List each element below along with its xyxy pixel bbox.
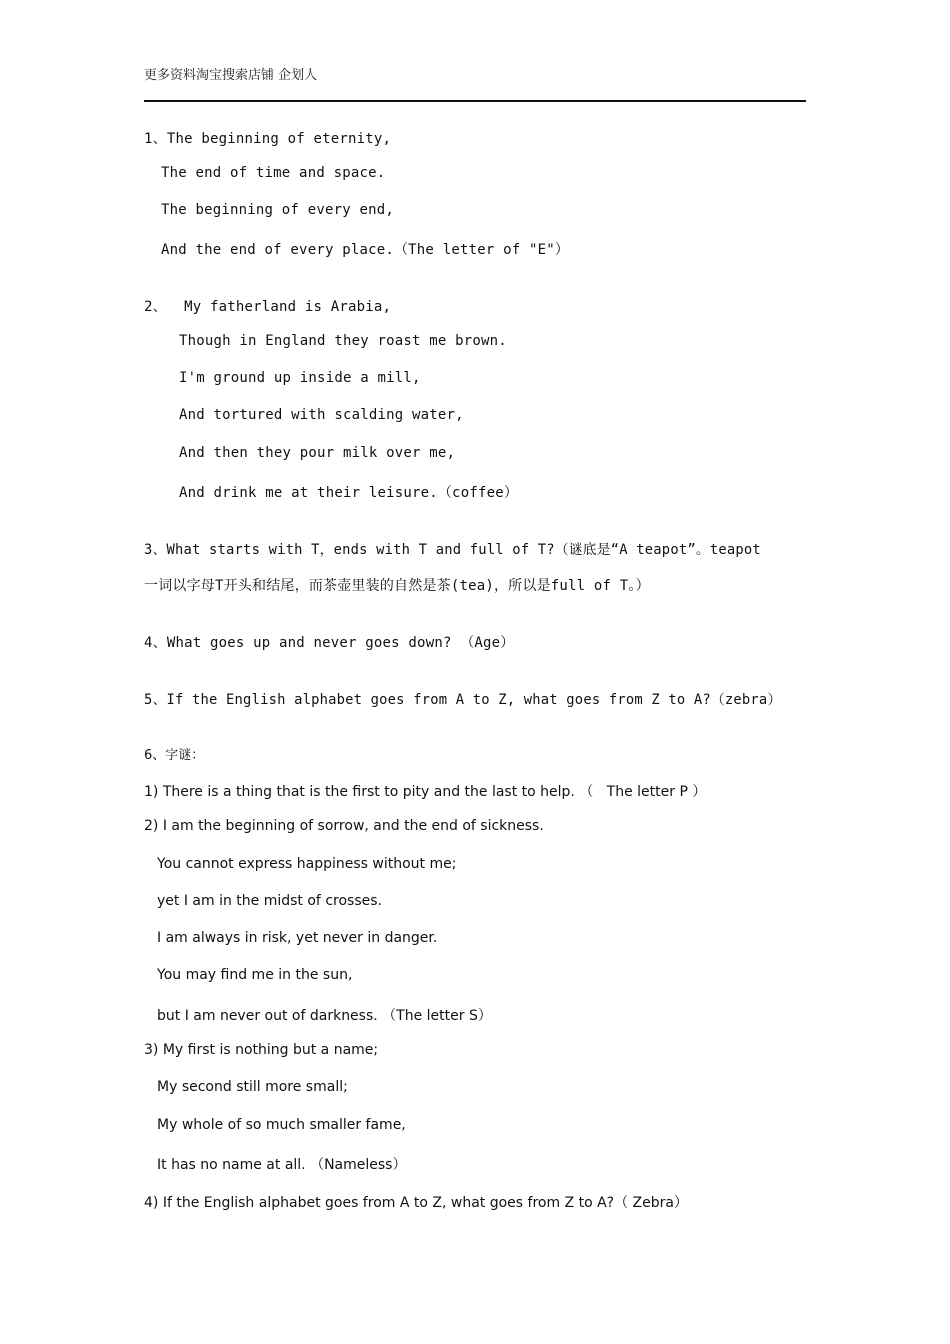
- riddle-1-line: The beginning of every end,: [161, 202, 394, 218]
- header-divider: [144, 100, 806, 102]
- riddle-1-line: And the end of every place.（The letter of "E"）: [161, 242, 570, 258]
- riddle-2-line: I'm ground up inside a mill,: [179, 370, 421, 386]
- page-header: 更多资料淘宝搜索店铺 企划人: [144, 68, 318, 83]
- riddle-4-line: 4、What goes up and never goes down? （Age）: [144, 635, 515, 651]
- word-riddle-line: 4) If the English alphabet goes from A to Z, what goes from Z to A?（ Zebra）: [144, 1195, 688, 1211]
- word-riddle-line: My whole of so much smaller fame,: [157, 1117, 406, 1133]
- word-riddle-line: 3) My first is nothing but a name;: [144, 1042, 379, 1058]
- riddle-3-line: 一词以字母T开头和结尾，而茶壶里装的自然是茶(tea)，所以是full of T。）: [144, 578, 650, 594]
- riddle-5-line: 5、If the English alphabet goes from A to Z, what goes from Z to A?（zebra）: [144, 692, 782, 708]
- word-riddle-line: It has no name at all. （Nameless）: [157, 1157, 407, 1173]
- riddle-1-line: The end of time and space.: [161, 165, 386, 181]
- riddle-2-line: And tortured with scalding water,: [179, 407, 464, 423]
- word-riddle-line: 2) I am the beginning of sorrow, and the end of sickness.: [144, 818, 544, 834]
- word-riddles-heading: 6、字谜：: [144, 748, 205, 763]
- word-riddle-line: I am always in risk, yet never in danger.: [157, 930, 438, 946]
- riddle-2-line: 2、 My fatherland is Arabia,: [144, 299, 392, 315]
- riddle-2-line: Though in England they roast me brown.: [179, 333, 507, 349]
- riddle-2-line: And then they pour milk over me,: [179, 445, 456, 461]
- riddle-1-line: 1、The beginning of eternity,: [144, 131, 392, 147]
- riddle-2-line: And drink me at their leisure.（coffee）: [179, 485, 519, 501]
- word-riddle-line: but I am never out of darkness. （The letter S）: [157, 1008, 492, 1024]
- word-riddle-line: You may find me in the sun,: [157, 967, 353, 983]
- word-riddle-line: You cannot express happiness without me;: [157, 856, 457, 872]
- riddle-3-line: 3、What starts with T，ends with T and full of T?（谜底是“A teapot”。teapot: [144, 542, 761, 558]
- word-riddle-line: 1) There is a thing that is the first to pity and the last to help. （ The letter P ）: [144, 784, 707, 800]
- word-riddle-line: yet I am in the midst of crosses.: [157, 893, 382, 909]
- word-riddle-line: My second still more small;: [157, 1079, 348, 1095]
